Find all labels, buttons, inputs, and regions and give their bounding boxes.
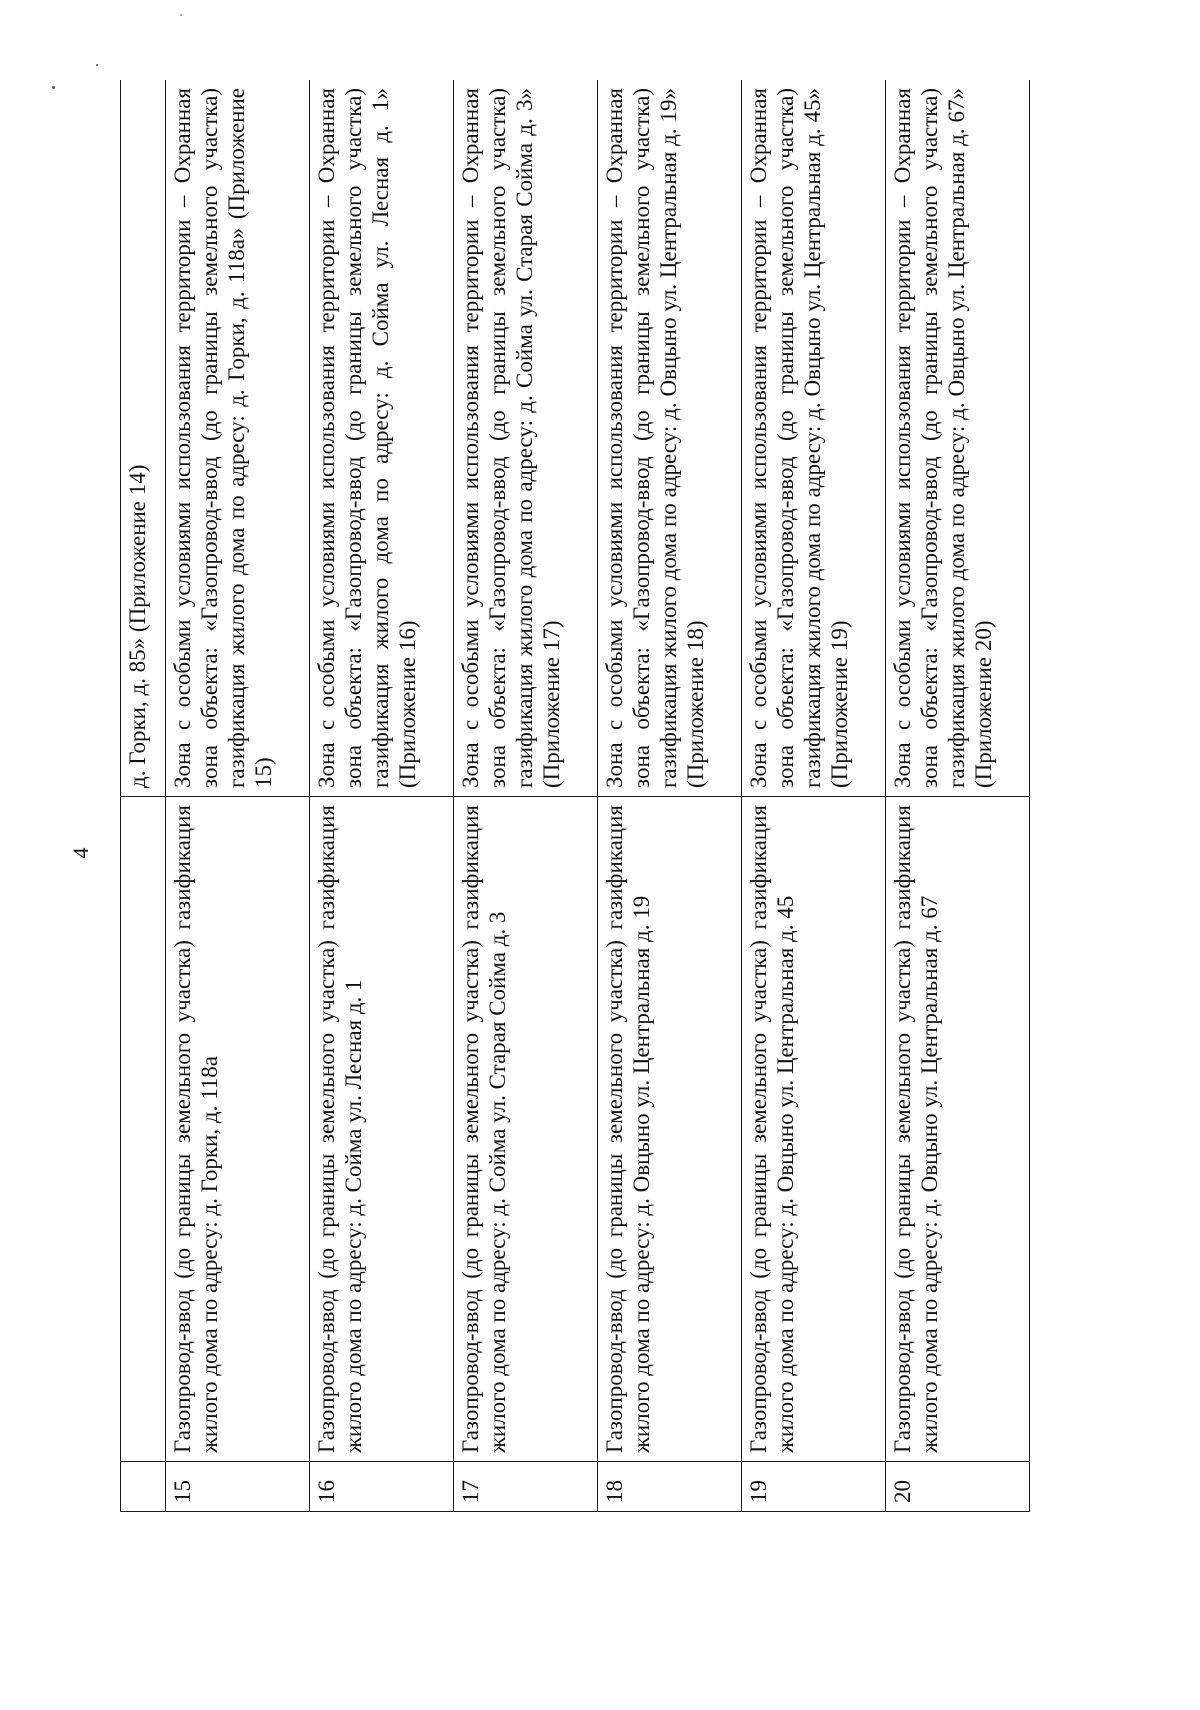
zone-cell: Зона с особыми условиями использования территории – Охранная зона объекта: «Газопровод-ввод (до границы земельного участка) газификация жилого дома по адресу: д. Овцыно ул. Центральная д. 45» (Приложение 19) xyxy=(742,80,886,797)
zone-cell: Зона с особыми условиями использования территории – Охранная зона объекта: «Газопровод-ввод (до границы земельного участка) газификация жилого дома по адресу: д. Овцыно ул. Центральная д. 19» (Приложение 18) xyxy=(598,80,742,797)
scan-speck xyxy=(52,86,55,89)
zones-table xyxy=(120,80,1030,1512)
table-frame xyxy=(120,80,1084,1512)
table-row xyxy=(598,80,742,1512)
row-number-cell: 19 xyxy=(742,1462,886,1512)
zone-cell: Зона с особыми условиями использования территории – Охранная зона объекта: «Газопровод-ввод (до границы земельного участка) газификация жилого дома по адресу: д. Горки, д. 118а» (Приложение 15) xyxy=(166,80,310,797)
row-number-cell: 16 xyxy=(310,1462,454,1512)
table-row-continuation xyxy=(121,80,166,1512)
table-row xyxy=(742,80,886,1512)
object-cell: Газопровод-ввод (до границы земельного участка) газификация жилого дома по адресу: д. Горки, д. 118а xyxy=(166,797,310,1462)
object-cell: Газопровод-ввод (до границы земельного участка) газификация жилого дома по адресу: д. Овцыно ул. Центральная д. 67 xyxy=(886,797,1030,1462)
scan-speck xyxy=(96,64,98,66)
object-cell xyxy=(121,797,166,1462)
object-cell: Газопровод-ввод (до границы земельного участка) газификация жилого дома по адресу: д. Овцыно ул. Центральная д. 19 xyxy=(598,797,742,1462)
row-number-cell: 17 xyxy=(454,1462,598,1512)
table-row xyxy=(454,80,598,1512)
row-number-cell: 18 xyxy=(598,1462,742,1512)
zone-cell: д. Горки, д. 85» (Приложение 14) xyxy=(121,80,166,797)
rotated-table-container xyxy=(120,80,1084,1512)
zone-cell: Зона с особыми условиями использования территории – Охранная зона объекта: «Газопровод-ввод (до границы земельного участка) газификация жилого дома по адресу: д. Овцыно ул. Центральная д. 67» (Приложение 20) xyxy=(886,80,1030,797)
row-number-cell: 20 xyxy=(886,1462,1030,1512)
zone-cell: Зона с особыми условиями использования территории – Охранная зона объекта: «Газопровод-ввод (до границы земельного участка) газификация жилого дома по адресу: д. Сойма ул. Старая Сойма д. 3» (Приложение 17) xyxy=(454,80,598,797)
scan-speck xyxy=(180,14,182,16)
object-cell: Газопровод-ввод (до границы земельного участка) газификация жилого дома по адресу: д. Сойма ул. Лесная д. 1 xyxy=(310,797,454,1462)
page-number: 4 xyxy=(68,847,93,859)
object-cell: Газопровод-ввод (до границы земельного участка) газификация жилого дома по адресу: д. Овцыно ул. Центральная д. 45 xyxy=(742,797,886,1462)
object-cell: Газопровод-ввод (до границы земельного участка) газификация жилого дома по адресу: д. Сойма ул. Старая Сойма д. 3 xyxy=(454,797,598,1462)
zone-cell: Зона с особыми условиями использования территории – Охранная зона объекта: «Газопровод-ввод (до границы земельного участка) газификация жилого дома по адресу: д. Сойма ул. Лесная д. 1» (Приложение 16) xyxy=(310,80,454,797)
table-row xyxy=(886,80,1030,1512)
row-number-cell: 15 xyxy=(166,1462,310,1512)
table-row xyxy=(310,80,454,1512)
table-row xyxy=(166,80,310,1512)
row-number-cell xyxy=(121,1462,166,1512)
